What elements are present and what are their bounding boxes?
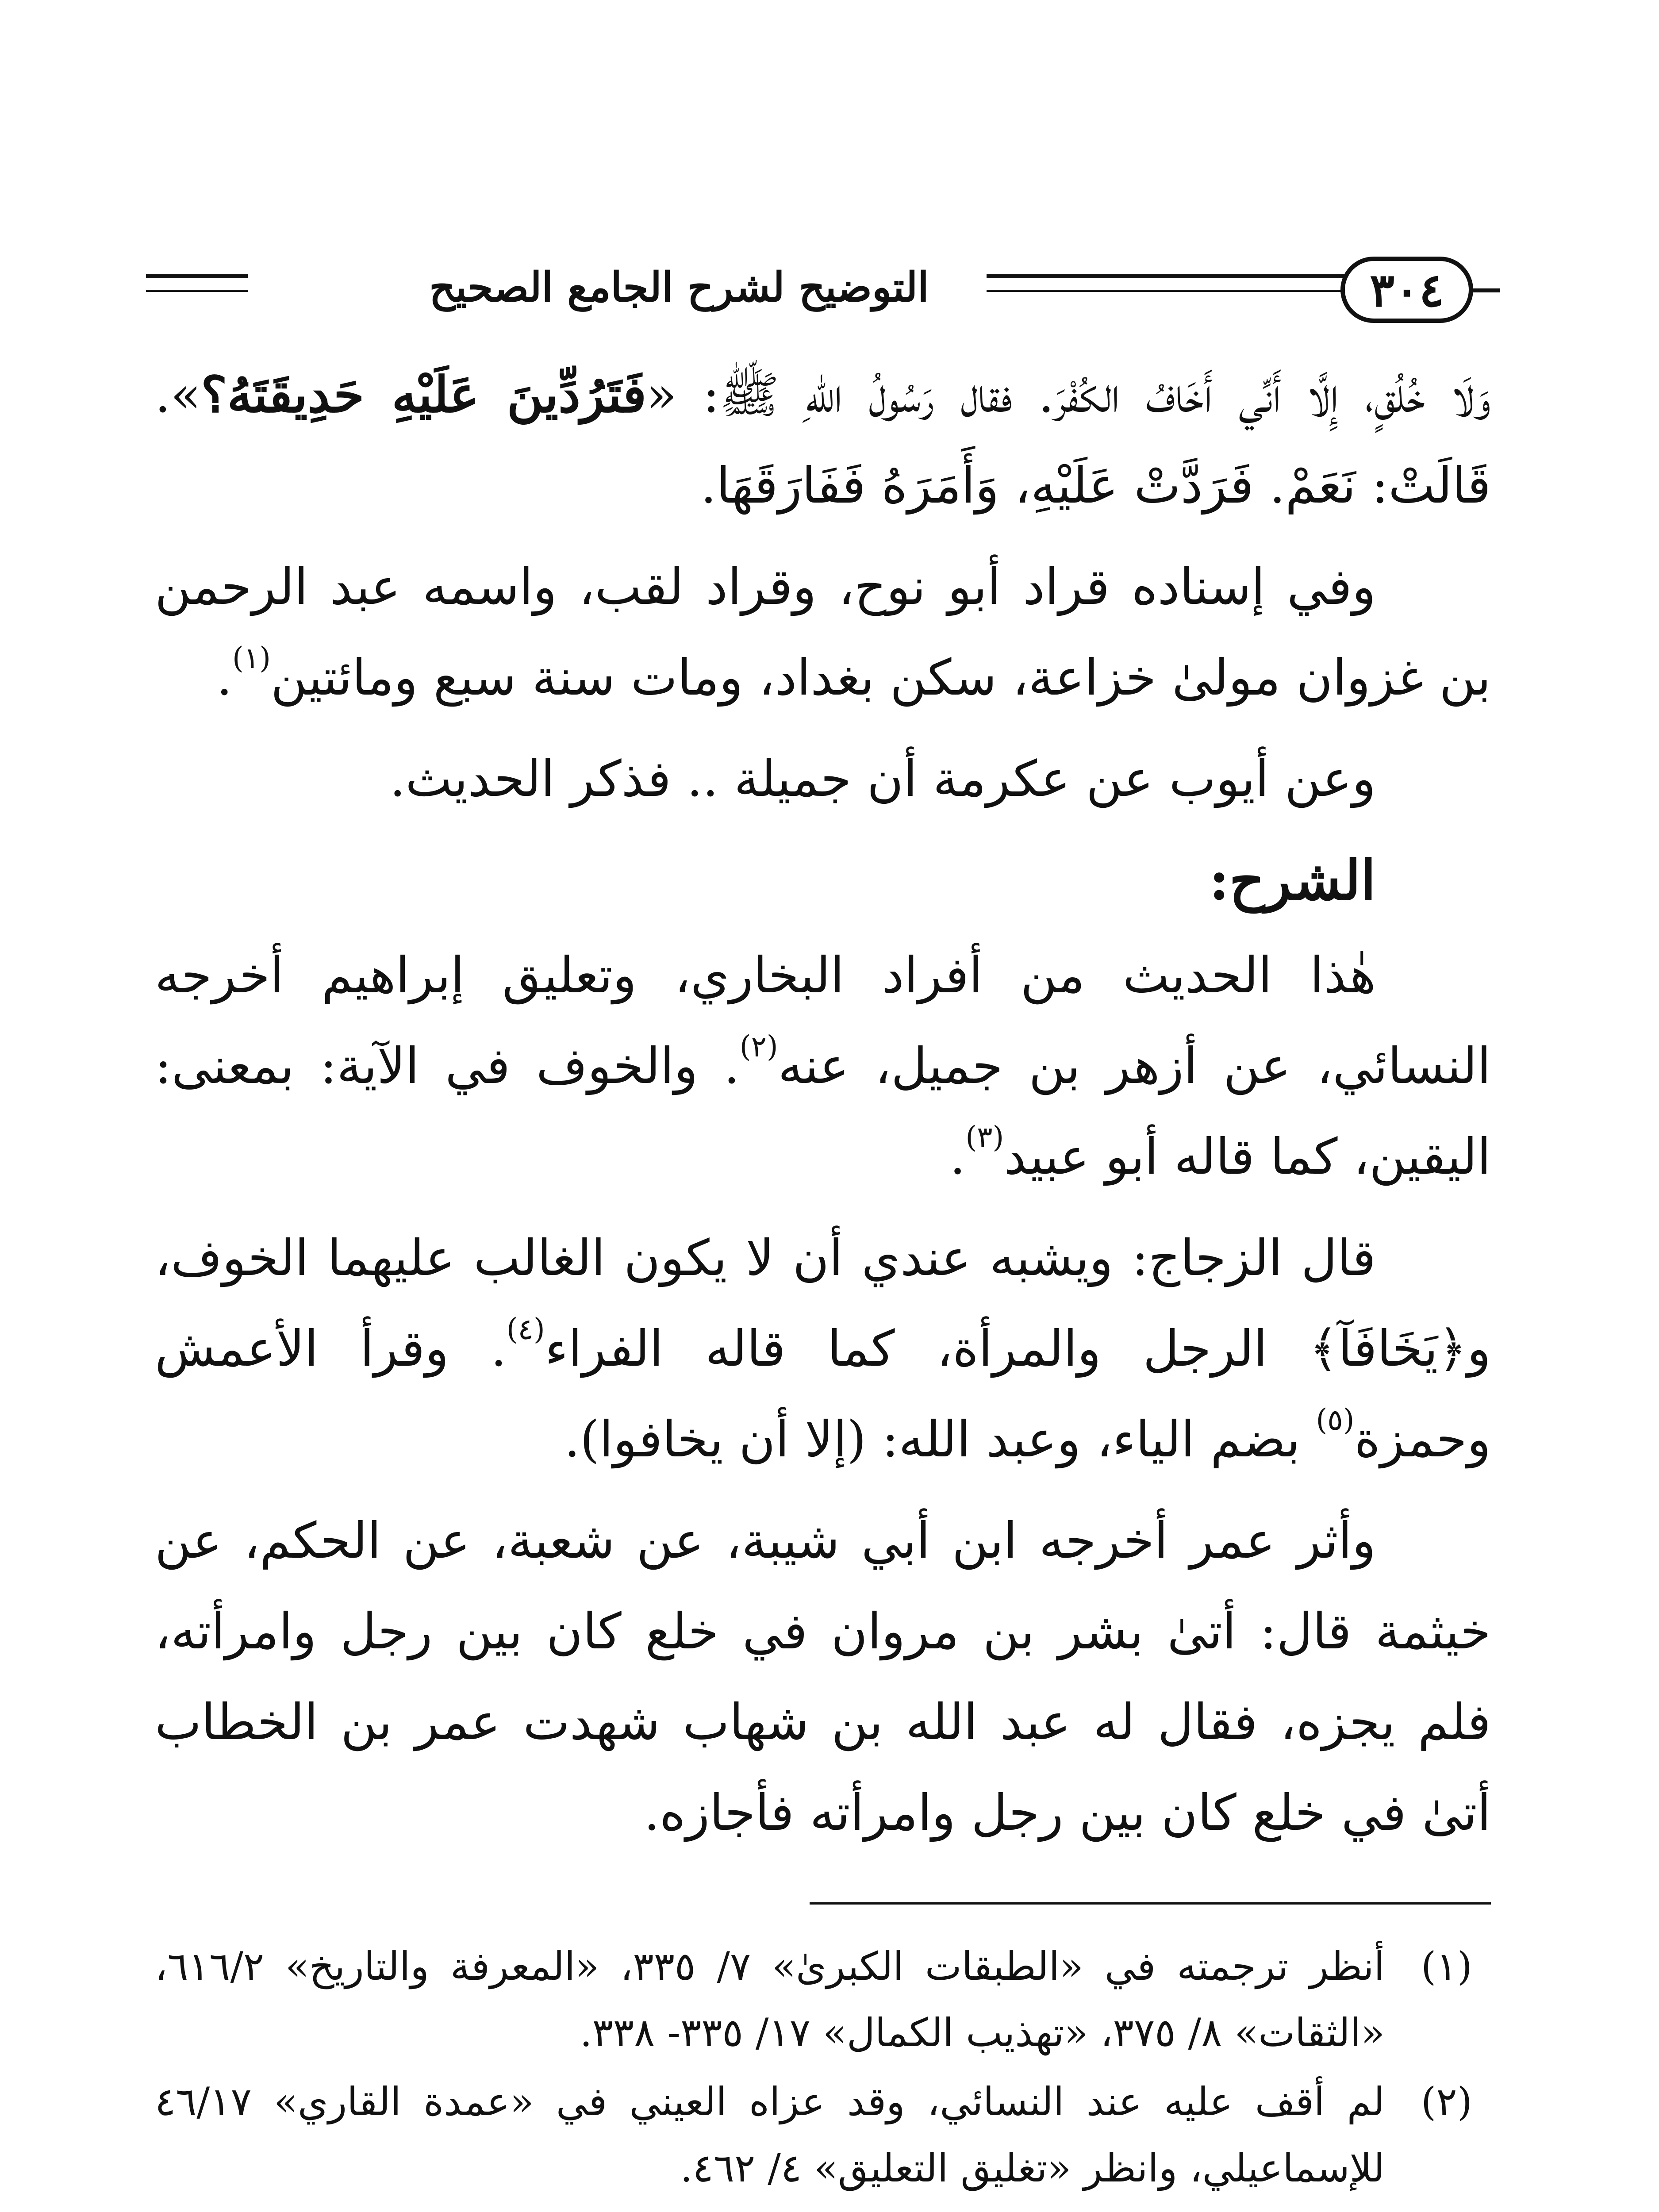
footnote [155,2069,1491,2201]
header-rule-left [146,274,248,278]
commentary-paragraph-2 [155,1213,1491,1485]
paragraph-text: هٰذا الحديث من أفراد البخاري، وتعليق إبراهيم أخرجه النسائي، عن أزهر بن جميل، عنه [155,947,1491,1095]
paragraph-text: وعن أيوب عن عكرمة أن جميلة .. فذكر الحديث. [389,750,1376,808]
paragraph-text: وفي إسناده قراد أبو نوح، وقراد لقب، واسمه عبد الرحمن بن غزوان مولىٰ خزاعة، سكن بغداد، ومات سنة سبع ومائتين [155,558,1491,707]
paragraph-text: . وقرأ الأعمش وحمزة [155,1320,1491,1468]
header-rule-right-thin [987,290,1376,292]
footnote [155,2204,1491,2212]
paragraph-text: . [949,1128,966,1186]
hadith-continuation-paragraph [155,349,1491,531]
footnote-ref-2: (٢) [739,1029,778,1064]
running-title: التوضيح لشرح الجامع الصحيح [429,263,929,311]
footnotes [155,1933,1491,2212]
header-rule-right [987,274,1376,278]
quoted-prophetic-speech: فَتَرُدِّينَ عَلَيْهِ حَدِيقَتَهُ؟ [201,366,647,424]
paragraph-text: قال الزجاج: ويشبه عندي أن لا يكون الغالب عليهما الخوف، و﴿يَخَافَآ﴾ الرجل والمرأة، كما قاله الفراء [155,1229,1491,1378]
running-header [146,248,1500,336]
footnote-separator [810,1902,1491,1905]
paragraph-text: وأثر عمر أخرجه ابن أبي شيبة، عن شعبة، عن الحكم، عن خيثمة قال: أتىٰ بشر بن مروان في خلع كان بين رجل وامرأته، فلم يجزه، فقال له عبد الله بن شهاب شهدت عمر بن الخطاب أتىٰ في خلع كان بين رجل وامرأته فأجازه. [155,1512,1491,1842]
footnote-ref-4: (٤) [506,1312,545,1346]
footnote-ref-1: (١) [232,641,271,675]
paragraph-text: . [216,649,232,707]
page-number-badge [1340,257,1473,323]
footnote-ref-3: (٣) [965,1120,1004,1154]
commentary-paragraph-1 [155,930,1491,1202]
footnote-number: (٢) [1421,2079,1472,2124]
main-text [155,349,1491,1869]
footnote-text: لم أقف عليه عند النسائي، وقد عزاه العيني في «عمدة القاري» ٤٦/١٧ للإسماعيلي، وانظر «تغليق التعليق» ٤/ ٤٦٢. [155,2079,1385,2191]
section-heading: الشرح: [1209,849,1376,913]
isnad-note-paragraph [155,542,1491,723]
paragraph-text: بضم الياء، وعبد الله: (إلا أن يخافوا). [564,1411,1316,1468]
header-rule-left-thin [146,290,248,292]
footnote-text: أنظر ترجمته في «الطبقات الكبرىٰ» ٧/ ٣٣٥، «المعرفة والتاريخ» ٦١٦/٢، «الثقات» ٨/ ٣٧٥، «تهذيب الكمال» ١٧/ ٣٣٥- ٣٣٨. [155,1943,1385,2055]
paragraph-text: ». قَالَتْ: نَعَمْ. فَرَدَّتْ عَلَيْهِ، وَأَمَرَهُ فَفَارَقَهَا. [155,366,1491,515]
page-number: ٣٠٤ [1370,262,1444,317]
paragraph-text: وَلَا خُلُقٍ، إِلَّا أَنِّي أَخَافُ الكُفْرَ. فقال رَسُولُ اللهِ ﷺ: « [646,366,1491,424]
footnote [155,1933,1491,2066]
narration-paragraph [155,734,1491,825]
footnote-ref-5: (٥) [1316,1403,1355,1437]
footnote-number: (١) [1421,1943,1472,1989]
paragraph-text: . والخوف في الآية: بمعنى: اليقين، كما قاله أبو عبيد [155,1037,1491,1186]
footnote-number [1402,2204,1491,2212]
commentary-paragraph-3 [155,1496,1491,1859]
